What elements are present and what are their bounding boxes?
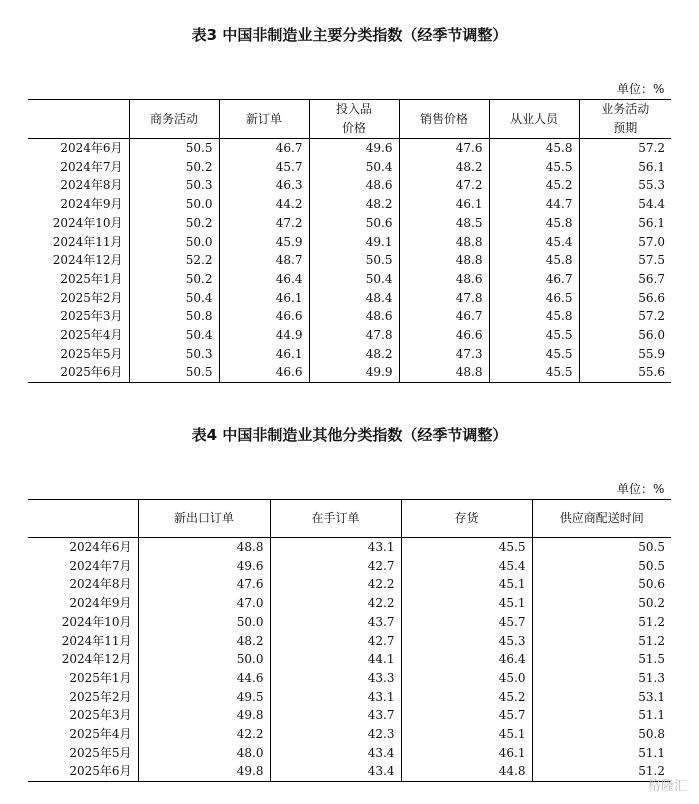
table-cell: 45.7 (219, 158, 309, 177)
table-cell: 49.1 (309, 233, 399, 252)
table4-header-1: 新出口订单 (138, 500, 270, 538)
table-row (28, 613, 671, 632)
table-cell: 49.8 (138, 706, 270, 725)
table-cell: 53.1 (532, 688, 671, 707)
row-label: 2025年4月 (69, 727, 132, 742)
table-cell: 56.1 (579, 214, 671, 233)
table-cell: 46.4 (219, 270, 309, 289)
table-cell: 43.4 (270, 744, 401, 763)
table-cell: 45.3 (401, 632, 532, 651)
table-row (28, 139, 671, 158)
table-cell: 45.2 (401, 688, 532, 707)
row-label: 2025年6月 (60, 365, 123, 380)
table-cell: 46.6 (219, 363, 309, 382)
table-cell: 49.9 (309, 363, 399, 382)
table-row (28, 270, 671, 289)
table3-title: 表3 中国非制造业主要分类指数（经季节调整） (191, 26, 508, 44)
table3-header-2: 新订单 (219, 100, 309, 139)
table-cell: 46.1 (219, 345, 309, 364)
row-label: 2024年6月 (69, 540, 132, 554)
table-cell: 45.5 (489, 326, 579, 345)
row-label: 2024年11月 (52, 234, 123, 249)
table-cell: 50.2 (129, 214, 219, 233)
row-label: 2025年1月 (60, 271, 123, 286)
table-cell: 48.8 (399, 251, 489, 270)
table-row (28, 762, 671, 781)
table-cell: 44.8 (401, 762, 532, 781)
table-cell: 45.8 (489, 214, 579, 233)
table-cell: 48.6 (399, 270, 489, 289)
table-cell: 47.6 (138, 575, 270, 594)
table-cell: 45.5 (489, 363, 579, 382)
table-cell: 45.8 (489, 307, 579, 326)
table-cell: 51.3 (532, 669, 671, 688)
row-label: 2025年3月 (69, 708, 132, 723)
row-label: 2025年1月 (69, 670, 132, 685)
table-row (28, 706, 671, 725)
table3-header-5: 从业人员 (489, 100, 579, 139)
table-cell: 48.8 (138, 538, 270, 557)
table-cell: 50.0 (138, 650, 270, 669)
table-cell: 50.5 (532, 557, 671, 576)
row-label: 2024年6月 (60, 141, 123, 155)
table-cell: 46.1 (399, 195, 489, 214)
table-cell: 47.0 (138, 594, 270, 613)
table-cell: 47.8 (309, 326, 399, 345)
table-cell: 47.3 (399, 345, 489, 364)
table-cell: 50.4 (309, 270, 399, 289)
table-cell: 50.5 (309, 251, 399, 270)
table-cell: 45.5 (489, 158, 579, 177)
table-cell: 50.2 (129, 270, 219, 289)
row-label: 2024年10月 (52, 215, 123, 230)
row-label: 2025年5月 (60, 346, 123, 361)
table-cell: 42.2 (270, 575, 401, 594)
table-row (28, 289, 671, 308)
table-cell: 46.3 (219, 176, 309, 195)
table-row (28, 575, 671, 594)
table-cell: 47.6 (399, 139, 489, 158)
table-cell: 49.5 (138, 688, 270, 707)
table-cell: 48.2 (138, 632, 270, 651)
table-cell: 51.5 (532, 650, 671, 669)
row-label: 2024年12月 (61, 652, 132, 667)
table-cell: 46.1 (401, 744, 532, 763)
table4-unit: 单位：% (617, 482, 665, 496)
table-row (28, 688, 671, 707)
table-cell: 45.4 (489, 233, 579, 252)
table-cell: 44.1 (270, 650, 401, 669)
table3-header-3: 投入品 价格 (309, 100, 399, 139)
row-label: 2025年5月 (69, 745, 132, 760)
table-row (28, 195, 671, 214)
table-cell: 48.7 (219, 251, 309, 270)
table-cell: 42.7 (270, 557, 401, 576)
table-row (28, 233, 671, 252)
table-row (28, 594, 671, 613)
table-cell: 43.7 (270, 706, 401, 725)
row-label: 2024年7月 (69, 558, 132, 573)
table-cell: 42.2 (270, 594, 401, 613)
table-cell: 50.5 (532, 538, 671, 557)
table-cell: 42.3 (270, 725, 401, 744)
table-row (28, 326, 671, 345)
table3-header-4: 销售价格 (399, 100, 489, 139)
table-cell: 55.6 (579, 363, 671, 382)
table-cell: 46.5 (489, 289, 579, 308)
table-cell: 57.2 (579, 139, 671, 158)
table-cell: 56.1 (579, 158, 671, 177)
table-cell: 55.3 (579, 176, 671, 195)
row-label: 2024年9月 (60, 197, 123, 212)
table-row (28, 632, 671, 651)
table-cell: 45.2 (489, 176, 579, 195)
table-row (28, 557, 671, 576)
table-row (28, 669, 671, 688)
table-cell: 55.9 (579, 345, 671, 364)
table-cell: 50.0 (129, 195, 219, 214)
table-cell: 46.7 (219, 139, 309, 158)
table4-header-3: 存货 (401, 500, 532, 538)
table-cell: 45.8 (489, 139, 579, 158)
table-row (28, 744, 671, 763)
table-cell: 48.0 (138, 744, 270, 763)
table-cell: 56.7 (579, 270, 671, 289)
table-cell: 48.6 (309, 176, 399, 195)
table-cell: 47.2 (399, 176, 489, 195)
table-cell: 51.2 (532, 632, 671, 651)
table-cell: 46.7 (399, 307, 489, 326)
table4-header-0 (28, 500, 138, 538)
table-cell: 50.6 (309, 214, 399, 233)
table-cell: 45.7 (401, 706, 532, 725)
table4-header-4: 供应商配送时间 (532, 500, 671, 538)
table4-header-2: 在手订单 (270, 500, 401, 538)
table-cell: 49.8 (138, 762, 270, 781)
table-cell: 50.4 (309, 158, 399, 177)
row-label: 2024年10月 (61, 614, 132, 629)
table-cell: 43.1 (270, 688, 401, 707)
table-cell: 50.0 (129, 233, 219, 252)
watermark-logo: 格隆汇 (647, 779, 687, 794)
row-label: 2024年11月 (61, 633, 132, 648)
table-cell: 42.2 (138, 725, 270, 744)
table-row (28, 725, 671, 744)
row-label: 2025年4月 (60, 328, 123, 343)
table-cell: 46.1 (219, 289, 309, 308)
table-cell: 57.0 (579, 233, 671, 252)
table-cell: 57.2 (579, 307, 671, 326)
table-row (28, 176, 671, 195)
table-cell: 52.2 (129, 251, 219, 270)
table-cell: 44.9 (219, 326, 309, 345)
table-cell: 51.1 (532, 706, 671, 725)
table-row (28, 363, 671, 382)
table-cell: 50.6 (532, 575, 671, 594)
table-cell: 48.2 (399, 158, 489, 177)
table-cell: 50.8 (532, 725, 671, 744)
table-cell: 50.2 (129, 158, 219, 177)
table-cell: 46.4 (401, 650, 532, 669)
table-cell: 51.2 (532, 762, 671, 781)
table-row (28, 307, 671, 326)
table-cell: 51.2 (532, 613, 671, 632)
table-cell: 44.6 (138, 669, 270, 688)
row-label: 2024年12月 (52, 253, 123, 268)
table-cell: 50.4 (129, 289, 219, 308)
table-cell: 44.7 (489, 195, 579, 214)
table3-header-0 (28, 100, 129, 139)
table-row (28, 538, 671, 557)
table-cell: 45.0 (401, 669, 532, 688)
table-cell: 45.8 (489, 251, 579, 270)
row-label: 2025年2月 (69, 689, 132, 704)
table-cell: 46.6 (399, 326, 489, 345)
row-label: 2025年3月 (60, 309, 123, 324)
table-cell: 48.6 (309, 307, 399, 326)
table-cell: 44.2 (219, 195, 309, 214)
table-cell: 45.1 (401, 725, 532, 744)
table-cell: 51.1 (532, 744, 671, 763)
table-cell: 56.6 (579, 289, 671, 308)
row-label: 2024年8月 (60, 178, 123, 193)
table-cell: 50.4 (129, 326, 219, 345)
table-cell: 54.4 (579, 195, 671, 214)
table-cell: 50.5 (129, 139, 219, 158)
table-cell: 57.5 (579, 251, 671, 270)
row-label: 2024年7月 (60, 159, 123, 174)
row-label: 2025年6月 (69, 764, 132, 779)
table-cell: 56.0 (579, 326, 671, 345)
table4-title: 表4 中国非制造业其他分类指数（经季节调整） (191, 426, 508, 444)
table-cell: 49.6 (309, 139, 399, 158)
table-cell: 50.0 (138, 613, 270, 632)
table-row (28, 214, 671, 233)
table-cell: 50.5 (129, 363, 219, 382)
table-cell: 48.2 (309, 195, 399, 214)
table-cell: 50.8 (129, 307, 219, 326)
table-cell: 43.4 (270, 762, 401, 781)
table3-header-6: 业务活动 预期 (579, 100, 671, 139)
table-cell: 43.7 (270, 613, 401, 632)
table-cell: 45.1 (401, 594, 532, 613)
table-cell: 48.2 (309, 345, 399, 364)
table-cell: 43.1 (270, 538, 401, 557)
table-cell: 48.5 (399, 214, 489, 233)
row-label: 2024年8月 (69, 577, 132, 592)
table-row (28, 345, 671, 364)
table-row (28, 158, 671, 177)
table4 (28, 499, 671, 782)
table3-unit: 单位：% (617, 82, 665, 96)
table-cell: 46.7 (489, 270, 579, 289)
table-cell: 47.2 (219, 214, 309, 233)
table-cell: 46.6 (219, 307, 309, 326)
table-cell: 47.8 (399, 289, 489, 308)
table-cell: 50.3 (129, 176, 219, 195)
table-cell: 45.4 (401, 557, 532, 576)
table-cell: 43.3 (270, 669, 401, 688)
table-cell: 50.2 (532, 594, 671, 613)
table3-header-1: 商务活动 (129, 100, 219, 139)
table-row (28, 650, 671, 669)
table-cell: 49.6 (138, 557, 270, 576)
table3 (28, 99, 671, 383)
table-cell: 45.5 (401, 538, 532, 557)
table-cell: 45.1 (401, 575, 532, 594)
table-cell: 42.7 (270, 632, 401, 651)
table-cell: 45.5 (489, 345, 579, 364)
row-label: 2024年9月 (69, 596, 132, 611)
table-cell: 48.8 (399, 233, 489, 252)
row-label: 2025年2月 (60, 290, 123, 305)
table-cell: 50.3 (129, 345, 219, 364)
table-cell: 45.7 (401, 613, 532, 632)
table-cell: 45.9 (219, 233, 309, 252)
table-row (28, 251, 671, 270)
table-cell: 48.4 (309, 289, 399, 308)
table-cell: 48.8 (399, 363, 489, 382)
